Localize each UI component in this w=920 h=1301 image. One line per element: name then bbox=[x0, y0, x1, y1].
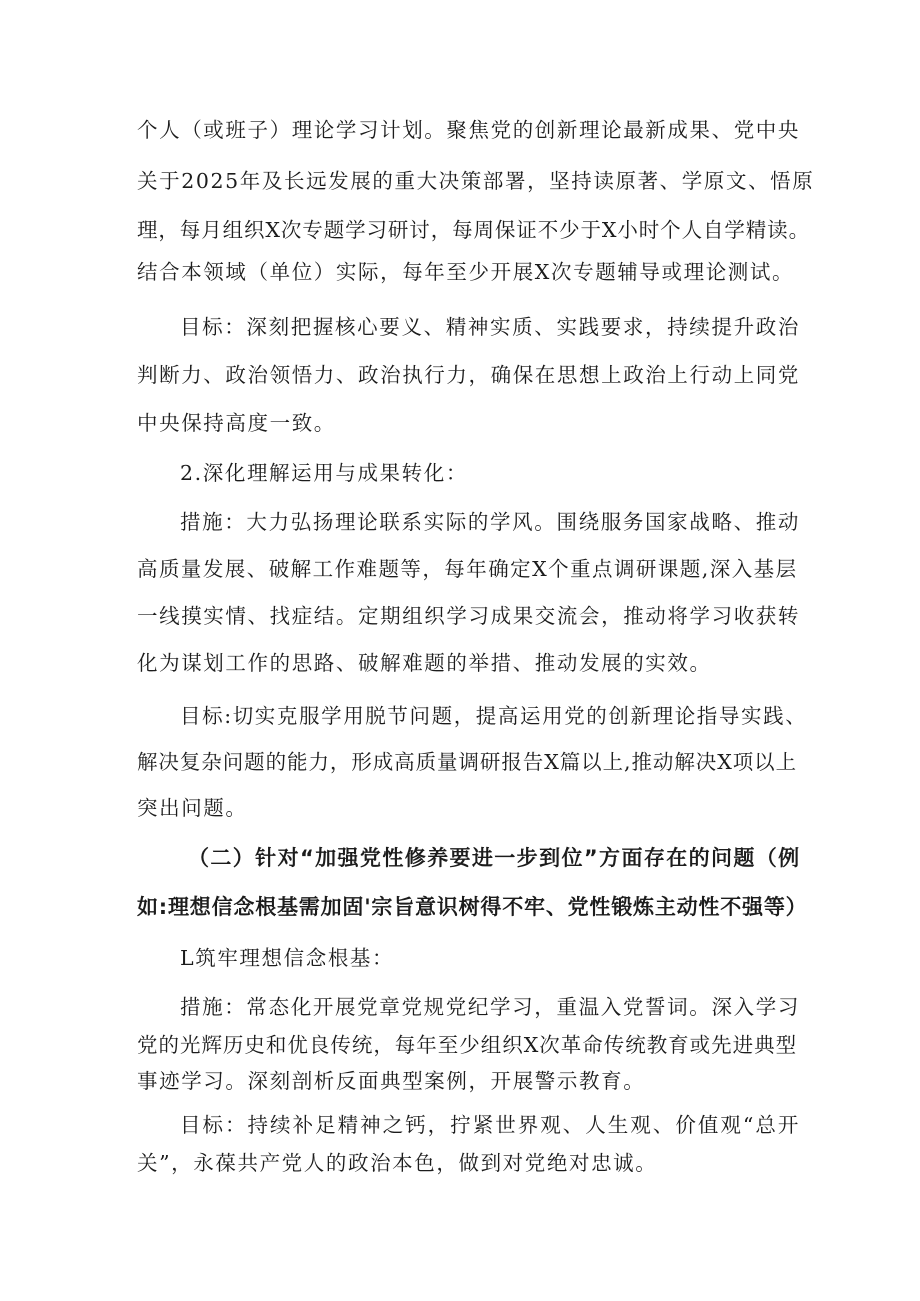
body-text-line: 一线摸实情、找症结。定期组织学习成果交流会，推动将学习收获转 bbox=[137, 604, 800, 628]
subheading-item-1: L筑牢理想信念根基： bbox=[180, 946, 395, 970]
body-text-line: 党的光辉历史和优良传统，每年至少组织X次革命传统教育或先进典型 bbox=[137, 1033, 797, 1057]
body-text-line: 理，每月组织X次专题学习研讨，每周保证不少于X小时个人自学精读。 bbox=[137, 218, 810, 242]
body-text-line: 关”，永葆共产党人的政治本色，做到对党绝对忠诚。 bbox=[137, 1151, 658, 1175]
body-text-line: 关于2025年及长远发展的重大决策部署，坚持读原著、学原文、悟原 bbox=[137, 169, 815, 193]
body-text-line: 中央保持高度一致。 bbox=[137, 411, 336, 435]
goal-paragraph-line: 目标:切实克服学用脱节问题，提高运用党的创新理论指导实践、 bbox=[180, 704, 808, 728]
body-text-line: 高质量发展、破解工作难题等，每年确定X个重点调研课题,深入基层 bbox=[137, 557, 797, 581]
body-text-line: 事迹学习。深刻剖析反面典型案例，开展警示教育。 bbox=[137, 1069, 646, 1093]
body-text-line: 判断力、政治领悟力、政治执行力，确保在思想上政治上行动上同党 bbox=[137, 363, 800, 387]
body-text-line: 结合本领域（单位）实际，每年至少开展X次专题辅导或理论测试。 bbox=[137, 260, 795, 284]
subheading-item-2: 2.深化理解运用与成果转化： bbox=[180, 461, 468, 485]
goal-paragraph-line: 目标：深刻把握核心要义、精神实质、实践要求，持续提升政治 bbox=[180, 315, 800, 339]
section-heading-line: 如:理想信念根基需加固'宗旨意识树得不牢、党性锻炼主动性不强等） bbox=[137, 895, 808, 919]
body-text-line: 个人（或班子）理论学习计划。聚焦党的创新理论最新成果、党中央 bbox=[137, 118, 800, 142]
measure-paragraph-line: 措施：常态化开展党章党规党纪学习，重温入党誓词。深入学习 bbox=[180, 995, 800, 1019]
measure-paragraph-line: 措施：大力弘扬理论联系实际的学风。围绕服务国家战略、推动 bbox=[180, 510, 800, 534]
body-text-line: 化为谋划工作的思路、破解难题的举措、推动发展的实效。 bbox=[137, 651, 712, 675]
goal-paragraph-line: 目标：持续补足精神之钙，拧紧世界观、人生观、价值观“总开 bbox=[180, 1113, 800, 1137]
body-text-line: 解决复杂问题的能力，形成高质量调研报告X篇以上,推动解决X项以上 bbox=[137, 750, 797, 774]
section-heading-line: （二）针对“加强党性修养要进一步到位”方面存在的问题（例 bbox=[188, 846, 800, 870]
body-text-line: 突出问题。 bbox=[137, 796, 248, 820]
